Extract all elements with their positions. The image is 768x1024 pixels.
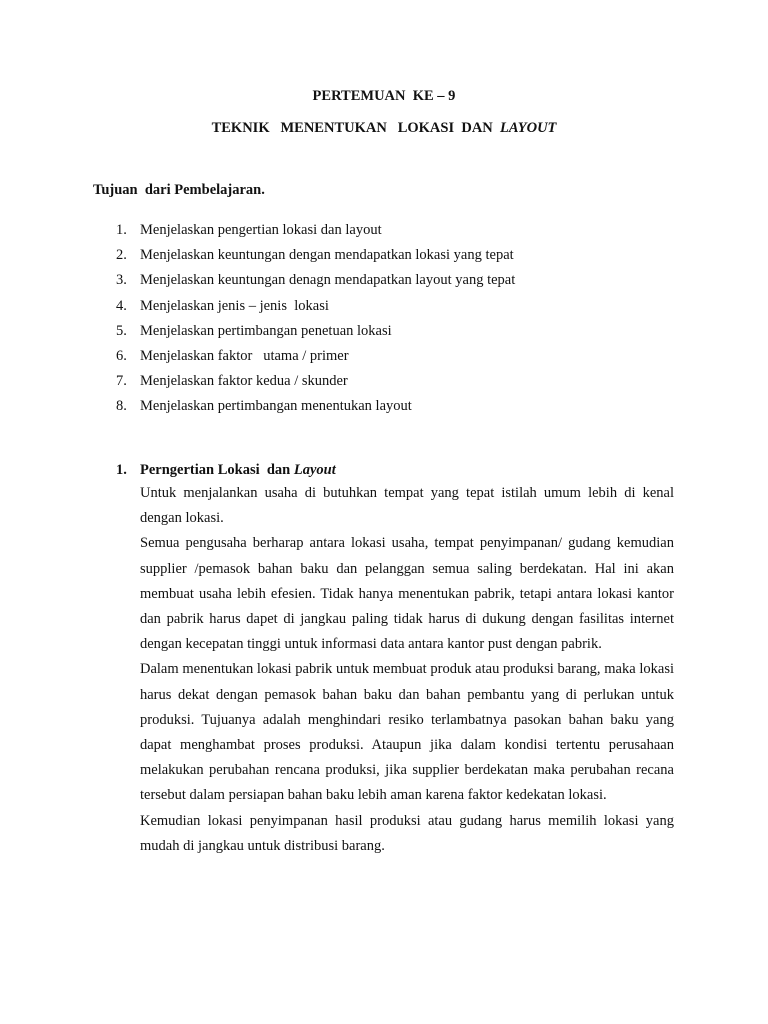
list-item-number: 2. <box>116 247 127 264</box>
list-item-number: 4. <box>116 297 127 314</box>
list-item-number: 3. <box>116 272 127 289</box>
list-item <box>116 294 515 319</box>
list-item <box>116 268 515 293</box>
section-heading <box>116 462 336 479</box>
objectives-list <box>116 218 515 420</box>
section-body <box>140 481 674 859</box>
section-number: 1. <box>116 462 127 478</box>
paragraph: Kemudian lokasi penyimpanan hasil produksi atau gudang harus memilih lokasi yang mudah di jangkau untuk distribusi barang. <box>140 812 674 854</box>
list-item-number: 5. <box>116 322 127 339</box>
list-item-number: 8. <box>116 398 127 415</box>
list-item-text: Menjelaskan faktor kedua / skunder <box>140 373 348 390</box>
section-heading-text: Perngertian Lokasi dan <box>140 462 294 478</box>
list-item-text: Menjelaskan jenis – jenis lokasi <box>140 297 329 314</box>
paragraph: Dalam menentukan lokasi pabrik untuk membuat produk atau produksi barang, maka lokasi harus dekat dengan pemasok bahan baku dan bahan pembantu yang di perlukan untuk produksi. Tujuanya adalah menghindari resiko terlambatnya pasokan bahan baku yang dapat menghambat proses produksi. Ataupun jika dalam kondisi tertentu perusahaan melakukan perubahan rencana produksi, jika supplier berdekatan maka perubahan recana tersebut dalam persiapan bahan baku lebih aman karena faktor kedekatan lokasi. <box>140 661 674 804</box>
list-item <box>116 344 515 369</box>
subtitle-italic-text: LAYOUT <box>500 120 557 136</box>
list-item <box>116 319 515 344</box>
list-item-number: 6. <box>116 347 127 364</box>
objectives-heading: Tujuan dari Pembelajaran. <box>93 182 265 198</box>
document-title: PERTEMUAN KE – 9 <box>312 88 456 104</box>
list-item <box>116 394 515 419</box>
list-item-text: Menjelaskan pertimbangan penetuan lokasi <box>140 322 392 339</box>
paragraph: Semua pengusaha berharap antara lokasi usaha, tempat penyimpanan/ gudang kemudian supplier /pemasok bahan baku dan pelanggan semua saling berdekatan. Hal ini akan membuat usaha lebih efesien. Tidak hanya menentukan pabrik, tetapi antara lokasi kantor dan pabrik harus dapet di jangkau paling tidak harus di dukung dengan fasilitas internet dengan kecepatan tinggi untuk informasi data antara kantor pust dengan pabrik. <box>140 535 674 653</box>
list-item <box>116 369 515 394</box>
list-item-text: Menjelaskan keuntungan denagn mendapatkan layout yang tepat <box>140 272 516 289</box>
list-item <box>116 218 515 243</box>
list-item-number: 1. <box>116 222 127 238</box>
list-item-text: Menjelaskan keuntungan dengan mendapatkan lokasi yang tepat <box>140 247 514 264</box>
list-item <box>116 243 515 268</box>
list-item-text: Menjelaskan pengertian lokasi dan layout <box>140 222 382 238</box>
paragraph: Untuk menjalankan usaha di butuhkan tempat yang tepat istilah umum lebih di kenal dengan lokasi. <box>140 485 674 527</box>
list-item-number: 7. <box>116 373 127 390</box>
document-subtitle <box>0 120 768 137</box>
list-item-text: Menjelaskan pertimbangan menentukan layout <box>140 398 412 415</box>
subtitle-text: TEKNIK MENENTUKAN LOKASI DAN <box>211 120 501 136</box>
section-heading-italic-text: Layout <box>293 462 336 478</box>
list-item-text: Menjelaskan faktor utama / primer <box>140 347 349 364</box>
